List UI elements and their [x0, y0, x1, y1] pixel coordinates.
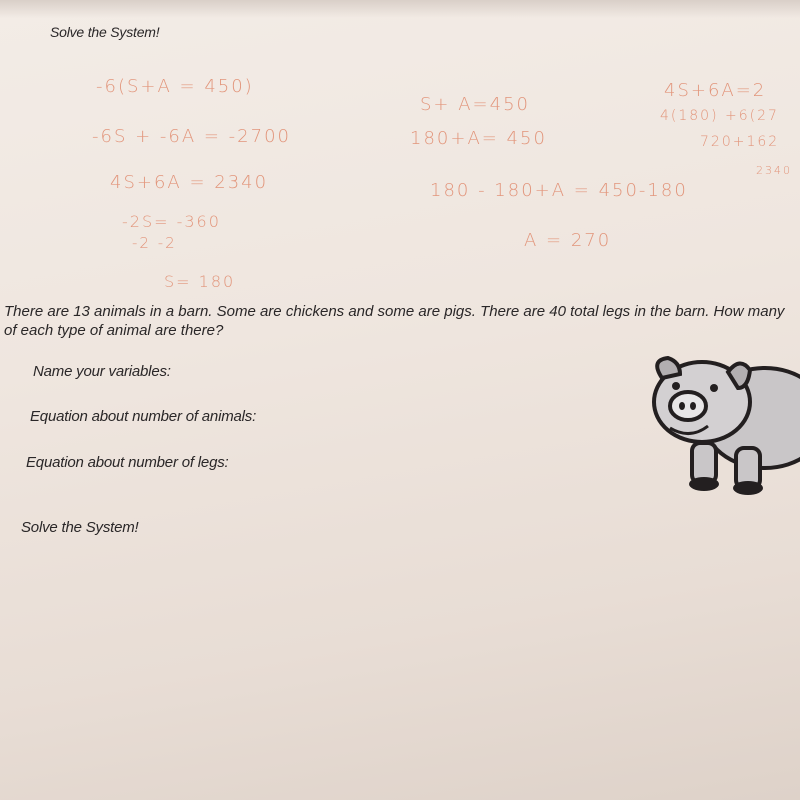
hw-line-10: A = 270: [524, 230, 612, 251]
hw-line-11: 4S+6A=2: [664, 80, 767, 101]
prompt-solve: Solve the System!: [21, 519, 139, 536]
hw-line-12: 4(180) +6(27: [660, 108, 779, 124]
hw-line-14: 2340: [756, 164, 792, 177]
paper-edge-shadow: [0, 0, 800, 18]
prompt-legs-equation: Equation about number of legs:: [26, 454, 229, 471]
problem-text: There are 13 animals in a barn. Some are chickens and some are pigs. There are 40 total legs in the barn. How many of each type of animal are there?: [4, 303, 785, 339]
header-title: Solve the System!: [50, 24, 160, 40]
hw-line-4: -2S= -360: [122, 212, 221, 231]
hw-line-13: 720+162: [700, 134, 780, 150]
hw-line-6: S= 180: [164, 272, 236, 291]
hw-line-1: -6(S+A = 450): [96, 76, 254, 97]
hw-line-2: -6S + -6A = -2700: [92, 126, 291, 147]
hw-line-9: 180 - 180+A = 450-180: [430, 180, 688, 201]
hw-line-3: 4S+6A = 2340: [110, 172, 269, 193]
prompt-variables: Name your variables:: [33, 363, 171, 380]
pig-illustration: [640, 348, 800, 498]
prompt-animals-equation: Equation about number of animals:: [30, 408, 257, 425]
hw-line-5: -2 -2: [132, 234, 177, 252]
hw-line-8: 180+A= 450: [410, 128, 547, 149]
hw-line-7: S+ A=450: [420, 94, 530, 115]
